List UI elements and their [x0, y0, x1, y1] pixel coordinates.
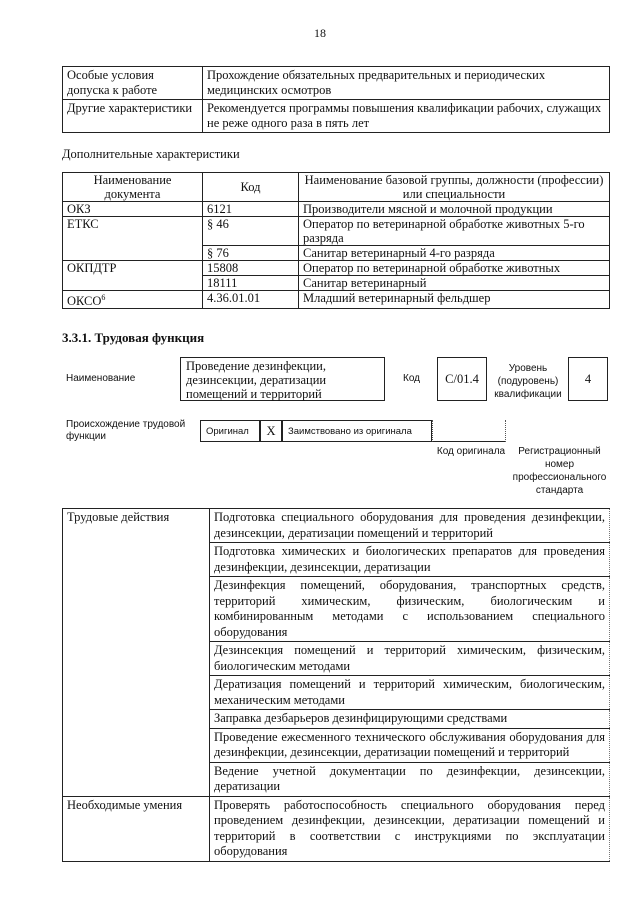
- cell-code: 6121: [203, 202, 299, 217]
- origin-original-label: Оригинал: [200, 420, 260, 442]
- conditions-table: [62, 66, 610, 133]
- table-row: [63, 261, 610, 276]
- page-number: 18: [314, 26, 326, 40]
- cell-code: 18111: [203, 276, 299, 291]
- table-row: [63, 67, 610, 100]
- labor-actions-table: [62, 508, 610, 862]
- action-item: Дезинфекция помещений, оборудования, транспортных средств, территорий химическим, физическим, биологическим и комбинированным методами с использованием специального оборудования: [210, 577, 610, 642]
- additional-characteristics-table: [62, 172, 610, 309]
- origin-mark: X: [260, 420, 282, 442]
- action-item: Дератизация помещений и территорий химическим, биологическим, механическим методами: [210, 676, 610, 710]
- name-label: Наименование: [66, 373, 136, 384]
- origin-borrowed-label: Заимствовано из оригинала: [282, 420, 432, 442]
- cell-name: Санитар ветеринарный: [299, 276, 610, 291]
- cell-name: Оператор по ветеринарной обработке животных 5-го разряда: [299, 217, 610, 246]
- action-item: Подготовка химических и биологических препаратов для проведения дезинфекции, дезинсекции, дератизации: [210, 543, 610, 577]
- cell-name: Младший ветеринарный фельдшер: [299, 291, 610, 309]
- cell-document: ОКЗ: [63, 202, 203, 217]
- function-name-value: Проведение дезинфекции, дезинсекции, дератизации помещений и территорий: [180, 357, 385, 401]
- document-code: ОКСО: [67, 294, 102, 309]
- table-row: [63, 100, 610, 133]
- header-code: Код: [203, 173, 299, 202]
- cell-document: ЕТКС: [63, 217, 203, 261]
- section-title: 3.3.1. Трудовая функция: [62, 330, 205, 345]
- table-header-row: [63, 173, 610, 202]
- action-item: Дезинсекция помещений и территорий химическим, физическим, биологическим методами: [210, 642, 610, 676]
- level-value: 4: [568, 357, 608, 401]
- table-row: [63, 202, 610, 217]
- origin-label: Происхождение трудовой функции: [66, 419, 186, 442]
- table-row: [63, 291, 610, 309]
- row-key: Особые условия допуска к работе: [63, 67, 203, 100]
- actions-label: Трудовые действия: [63, 509, 210, 797]
- reg-number-cell: [505, 420, 608, 442]
- row-key: Другие характеристики: [63, 100, 203, 133]
- code-original-cell: [432, 420, 505, 442]
- skill-item: Проверять работоспособность специального оборудования перед проведением дезинфекции, дезинсекции, дератизации помещений и территорий в соответствии с инструкциями по эксплуатации оборудования: [210, 796, 610, 861]
- cell-code: § 76: [203, 246, 299, 261]
- cell-code: 15808: [203, 261, 299, 276]
- function-code-value: C/01.4: [437, 357, 487, 401]
- action-item: Ведение учетной документации по дезинфекции, дезинсекции, дератизации: [210, 762, 610, 796]
- cell-document: ОКПДТР: [63, 261, 203, 291]
- reg-number-label: Регистрационный номер профессионального стандарта: [512, 446, 607, 496]
- footnote-mark: 6: [101, 293, 106, 302]
- code-label: Код: [403, 373, 421, 384]
- cell-document: [63, 291, 203, 309]
- code-original-label: Код оригинала: [436, 446, 506, 457]
- action-item: Проведение ежесменного технического обслуживания оборудования для дезинфекции, дезинсекции, дератизации помещений и территорий: [210, 728, 610, 762]
- header-document: Наименование документа: [63, 173, 203, 202]
- row-value: Рекомендуется программы повышения квалификации рабочих, служащих не реже одного раза в пять лет: [203, 100, 610, 133]
- cell-name: Оператор по ветеринарной обработке животных: [299, 261, 610, 276]
- table-row: [63, 796, 610, 861]
- table-row: [63, 217, 610, 246]
- cell-name: Санитар ветеринарный 4-го разряда: [299, 246, 610, 261]
- action-item: Заправка дезбарьеров дезинфицирующими средствами: [210, 710, 610, 729]
- cell-code: 4.36.01.01: [203, 291, 299, 309]
- row-value: Прохождение обязательных предварительных и периодических медицинских осмотров: [203, 67, 610, 100]
- table-row: [63, 509, 610, 543]
- level-label: Уровень (подуровень) квалификации: [494, 363, 562, 400]
- cell-code: § 46: [203, 217, 299, 246]
- origin-box: [200, 420, 608, 444]
- header-name: Наименование базовой группы, должности (профессии) или специальности: [299, 173, 610, 202]
- action-item: Подготовка специального оборудования для проведения дезинфекции, дезинсекции, дератизации помещений и территорий: [210, 509, 610, 543]
- cell-name: Производители мясной и молочной продукции: [299, 202, 610, 217]
- skills-label: Необходимые умения: [63, 796, 210, 861]
- additional-characteristics-title: Дополнительные характеристики: [62, 147, 240, 161]
